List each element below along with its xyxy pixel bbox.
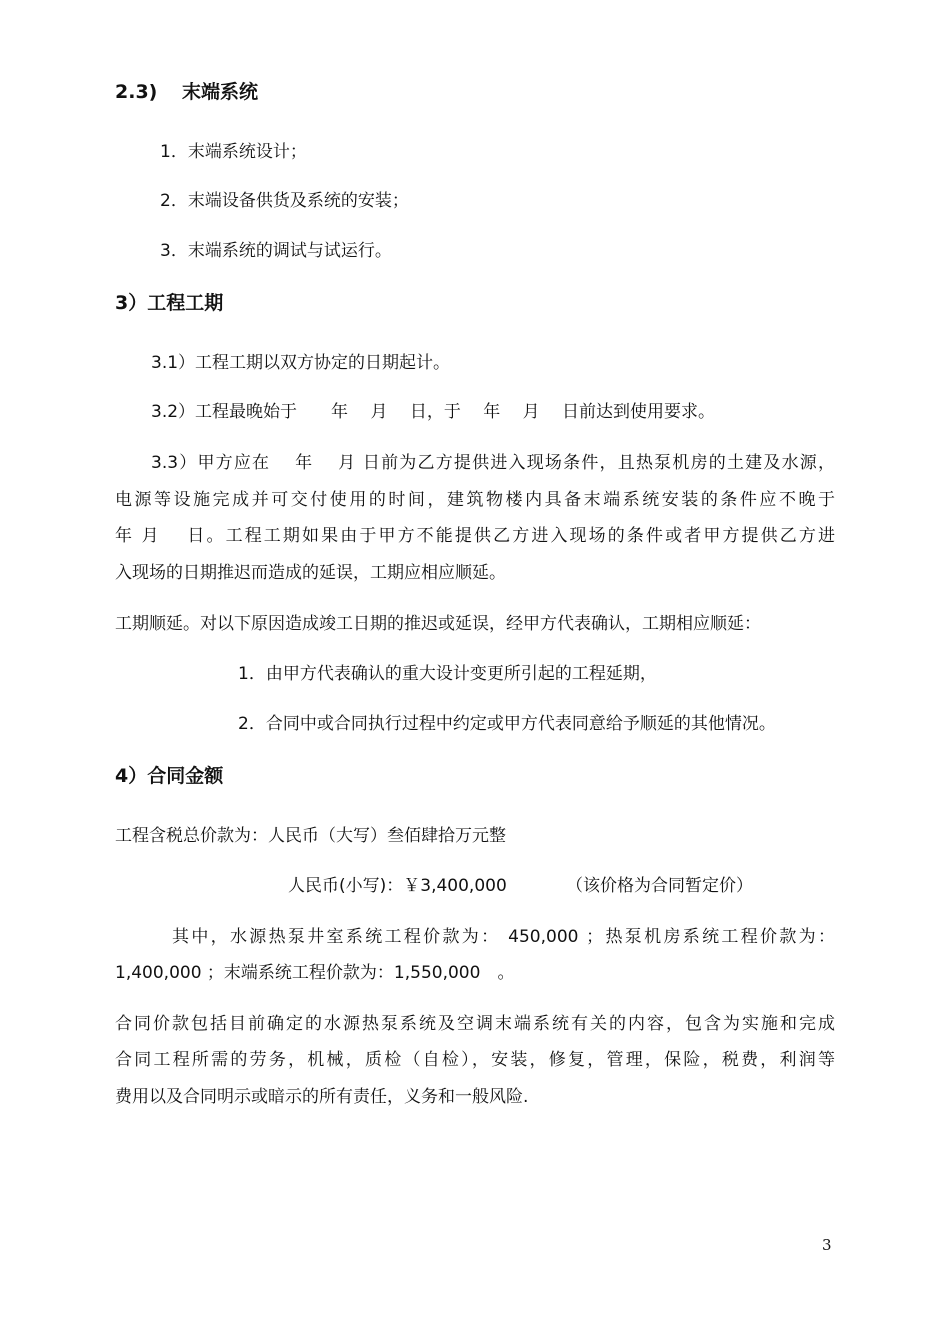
section-heading-4: 4）合同金额 bbox=[115, 765, 224, 787]
price-scope-line: 费用以及合同明示或暗示的所有责任，义务和一般风险. bbox=[115, 1087, 529, 1107]
paragraph-3-3-line: 入现场的日期推迟而造成的延误，工期应相应顺延。 bbox=[115, 563, 506, 583]
price-scope-line: 合同工程所需的劳务，机械，质检（自检），安装，修复，管理，保险，税费，利润等 bbox=[115, 1050, 835, 1070]
list-item: 1．末端系统设计； bbox=[160, 142, 307, 162]
paragraph-3-1: 3.1）工程工期以双方协定的日期起计。 bbox=[151, 353, 451, 373]
heading-title: 末端系统 bbox=[181, 81, 258, 103]
heading-number: 2.3) bbox=[115, 81, 158, 103]
paragraph-3-3-line: 3.3）甲方应在 年 月 日前为乙方提供进入现场条件，且热泵机房的土建及水源， bbox=[151, 453, 835, 473]
paragraph-3-3-line: 年 月 日。工程工期如果由于甲方不能提供乙方进入现场的条件或者甲方提供乙方进 bbox=[115, 526, 835, 546]
paragraph-delay: 工期顺延。对以下原因造成竣工日期的推迟或延误，经甲方代表确认，工期相应顺延： bbox=[115, 614, 761, 634]
section-heading-2-3 bbox=[115, 80, 258, 104]
tentative-price-note: （该价格为合同暂定价） bbox=[566, 876, 753, 896]
price-breakdown-line: 其中，水源热泵井室系统工程价款为： 450,000 ；热泵机房系统工程价款为： bbox=[172, 927, 835, 947]
price-scope-line: 合同价款包括目前确定的水源热泵系统及空调末端系统有关的内容，包含为实施和完成 bbox=[115, 1014, 835, 1034]
page-number: 3 bbox=[822, 1236, 832, 1254]
list-item: 2．末端设备供货及系统的安装； bbox=[160, 191, 409, 211]
total-price-line: 工程含税总价款为：人民币（大写）叁佰肆拾万元整 bbox=[115, 826, 506, 846]
list-item: 3．末端系统的调试与试运行。 bbox=[160, 241, 392, 261]
list-item: 1．由甲方代表确认的重大设计变更所引起的工程延期， bbox=[238, 664, 657, 684]
paragraph-3-2: 3.2）工程最晚始于 年 月 日，于 年 月 日前达到使用要求。 bbox=[151, 402, 716, 422]
section-heading-3: 3）工程工期 bbox=[115, 292, 224, 314]
list-item: 2．合同中或合同执行过程中约定或甲方代表同意给予顺延的其他情况。 bbox=[238, 714, 776, 734]
paragraph-3-3-line: 电源等设施完成并可交付使用的时间，建筑物楼内具备末端系统安装的条件应不晚于 bbox=[115, 490, 835, 510]
price-breakdown-line: 1,400,000 ；末端系统工程价款为：1,550,000 。 bbox=[115, 963, 515, 983]
rmb-small-amount: 人民币(小写)：￥3,400,000 bbox=[288, 876, 507, 896]
